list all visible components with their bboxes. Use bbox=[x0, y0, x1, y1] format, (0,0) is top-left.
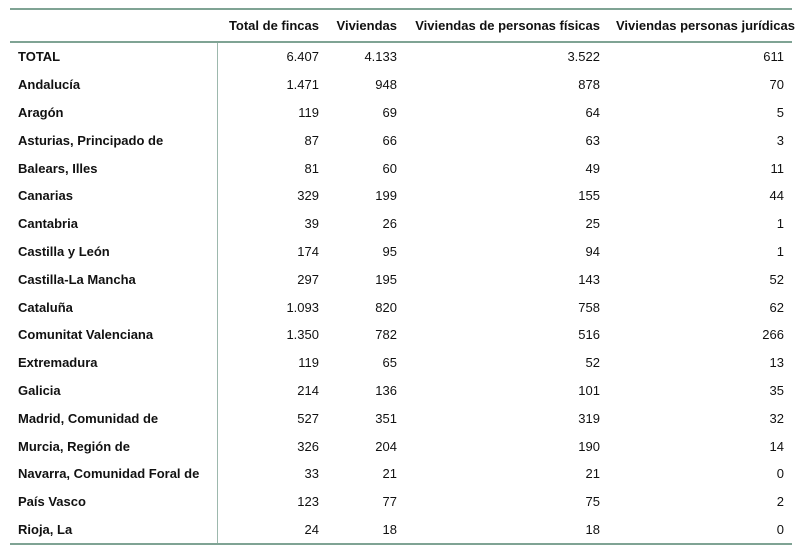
cell-viviendas: 351 bbox=[375, 410, 397, 426]
cell-viviendas-juridicas: 1 bbox=[776, 243, 784, 259]
cell-viviendas-fisicas: 143 bbox=[578, 271, 600, 287]
cell-region: Cataluña bbox=[10, 293, 217, 321]
cell-total-fincas: 24 bbox=[217, 516, 327, 545]
cell-total-fincas: 6.407 bbox=[286, 49, 319, 65]
cell-viviendas-fisicas: 319 bbox=[578, 410, 600, 426]
cell-region: Galicia bbox=[10, 377, 217, 405]
header-cell-region bbox=[10, 9, 217, 42]
cell-total-fincas: 87 bbox=[304, 132, 319, 148]
header-cell-total-fincas: Total de fincas bbox=[217, 9, 327, 42]
cell-viviendas-fisicas: 101 bbox=[578, 382, 600, 398]
cell-total-fincas: 1.350 bbox=[286, 327, 319, 343]
cell-viviendas-juridicas: 32 bbox=[769, 410, 784, 426]
cell-region: Murcia, Región de bbox=[10, 432, 217, 460]
cell-viviendas-fisicas: 155 bbox=[578, 188, 600, 204]
cell-viviendas-juridicas: 14 bbox=[769, 438, 784, 454]
cell-viviendas: 4.133 bbox=[364, 49, 397, 65]
table-row bbox=[10, 488, 792, 516]
cell-viviendas-juridicas: 35 bbox=[769, 382, 784, 398]
cell-region: País Vasco bbox=[10, 488, 217, 516]
cell-viviendas-juridicas: 266 bbox=[762, 327, 784, 343]
table-row bbox=[10, 516, 792, 545]
table-row bbox=[10, 154, 792, 182]
cell-total-fincas: 214 bbox=[297, 382, 319, 398]
cell-total-fincas: 81 bbox=[304, 160, 319, 176]
cell-region: Asturias, Principado de bbox=[10, 126, 217, 154]
cell-viviendas: 66 bbox=[382, 132, 397, 148]
cell-total-fincas: 123 bbox=[297, 494, 319, 510]
cell-viviendas: 195 bbox=[375, 271, 397, 287]
cell-viviendas-juridicas: 1 bbox=[776, 216, 784, 232]
cell-region: Comunitat Valenciana bbox=[10, 321, 217, 349]
cell-viviendas-juridicas: 0 bbox=[776, 466, 784, 482]
cell-viviendas-fisicas: 49 bbox=[585, 160, 600, 176]
cell-viviendas-fisicas: 21 bbox=[585, 466, 600, 482]
cell-region: TOTAL bbox=[10, 42, 217, 71]
header-cell-viviendas-juridicas: Viviendas personas jurídicas bbox=[608, 9, 792, 42]
table-row bbox=[10, 182, 792, 210]
cell-viviendas: 65 bbox=[382, 355, 397, 371]
cell-region: Rioja, La bbox=[10, 516, 217, 545]
cell-total-fincas: 1.093 bbox=[286, 299, 319, 315]
cell-viviendas-juridicas: 3 bbox=[776, 132, 784, 148]
cell-viviendas-juridicas: 44 bbox=[769, 188, 784, 204]
header-cell-viviendas: Viviendas bbox=[327, 9, 405, 42]
cell-total-fincas: 1.471 bbox=[286, 77, 319, 93]
cell-region: Extremadura bbox=[10, 349, 217, 377]
cell-total-fincas: 297 bbox=[297, 271, 319, 287]
cell-viviendas-juridicas: 5 bbox=[776, 104, 784, 120]
cell-viviendas-fisicas: 3.522 bbox=[567, 49, 600, 65]
cell-viviendas: 948 bbox=[375, 77, 397, 93]
cell-viviendas: 21 bbox=[382, 466, 397, 482]
cell-viviendas: 820 bbox=[375, 299, 397, 315]
table-row bbox=[10, 126, 792, 154]
cell-region: Balears, Illes bbox=[10, 154, 217, 182]
cell-viviendas: 18 bbox=[327, 516, 405, 545]
cell-viviendas: 782 bbox=[375, 327, 397, 343]
table-row bbox=[10, 210, 792, 238]
cell-region: Aragón bbox=[10, 99, 217, 127]
cell-viviendas: 26 bbox=[382, 216, 397, 232]
cell-total-fincas: 329 bbox=[297, 188, 319, 204]
cell-viviendas-fisicas: 64 bbox=[585, 104, 600, 120]
cell-viviendas-juridicas: 0 bbox=[608, 516, 792, 545]
header-cell-viviendas-fisicas: Viviendas de personas físicas bbox=[405, 9, 608, 42]
cell-viviendas-fisicas: 75 bbox=[585, 494, 600, 510]
cell-viviendas-fisicas: 516 bbox=[578, 327, 600, 343]
cell-viviendas: 204 bbox=[375, 438, 397, 454]
cell-viviendas-juridicas: 2 bbox=[776, 494, 784, 510]
cell-viviendas: 136 bbox=[375, 382, 397, 398]
cell-viviendas-juridicas: 611 bbox=[763, 49, 784, 65]
cell-viviendas-fisicas: 63 bbox=[585, 132, 600, 148]
table-row bbox=[10, 349, 792, 377]
header-row bbox=[10, 9, 792, 42]
cell-viviendas: 77 bbox=[382, 494, 397, 510]
cell-viviendas-fisicas: 190 bbox=[578, 438, 600, 454]
table-row bbox=[10, 265, 792, 293]
table-row bbox=[10, 432, 792, 460]
cell-total-fincas: 39 bbox=[304, 216, 319, 232]
data-table bbox=[10, 8, 795, 545]
cell-region: Navarra, Comunidad Foral de bbox=[10, 460, 217, 488]
cell-viviendas-fisicas: 758 bbox=[578, 299, 600, 315]
table-header bbox=[10, 9, 795, 42]
table-row bbox=[10, 460, 792, 488]
data-table-frame bbox=[10, 8, 795, 545]
cell-region: Castilla y León bbox=[10, 238, 217, 266]
cell-region: Cantabria bbox=[10, 210, 217, 238]
cell-viviendas: 60 bbox=[382, 160, 397, 176]
table-row bbox=[10, 71, 792, 99]
cell-region: Andalucía bbox=[10, 71, 217, 99]
table-row bbox=[10, 377, 792, 405]
cell-viviendas-juridicas: 62 bbox=[769, 299, 784, 315]
cell-total-fincas: 119 bbox=[298, 104, 319, 120]
cell-viviendas: 69 bbox=[382, 104, 397, 120]
cell-viviendas-juridicas: 52 bbox=[769, 271, 784, 287]
cell-viviendas-fisicas: 25 bbox=[585, 216, 600, 232]
cell-total-fincas: 527 bbox=[297, 410, 319, 426]
table-row bbox=[10, 293, 792, 321]
cell-viviendas-fisicas: 94 bbox=[585, 243, 600, 259]
cell-total-fincas: 174 bbox=[297, 243, 319, 259]
cell-region: Canarias bbox=[10, 182, 217, 210]
table-row bbox=[10, 404, 792, 432]
cell-total-fincas: 119 bbox=[298, 355, 319, 371]
cell-viviendas-juridicas: 11 bbox=[770, 160, 784, 176]
cell-viviendas-fisicas: 878 bbox=[578, 77, 600, 93]
cell-region: Madrid, Comunidad de bbox=[10, 404, 217, 432]
table-row bbox=[10, 99, 792, 127]
cell-viviendas-fisicas: 52 bbox=[585, 355, 600, 371]
table-body bbox=[10, 42, 792, 544]
cell-viviendas: 95 bbox=[382, 243, 397, 259]
cell-viviendas-juridicas: 13 bbox=[769, 355, 784, 371]
cell-viviendas: 199 bbox=[375, 188, 397, 204]
cell-viviendas-fisicas: 18 bbox=[405, 516, 608, 545]
cell-region: Castilla-La Mancha bbox=[10, 265, 217, 293]
table-row bbox=[10, 238, 792, 266]
cell-viviendas-juridicas: 70 bbox=[769, 77, 784, 93]
cell-total-fincas: 33 bbox=[304, 466, 319, 482]
table-row bbox=[10, 321, 792, 349]
table-row bbox=[10, 42, 792, 71]
cell-total-fincas: 326 bbox=[297, 438, 319, 454]
